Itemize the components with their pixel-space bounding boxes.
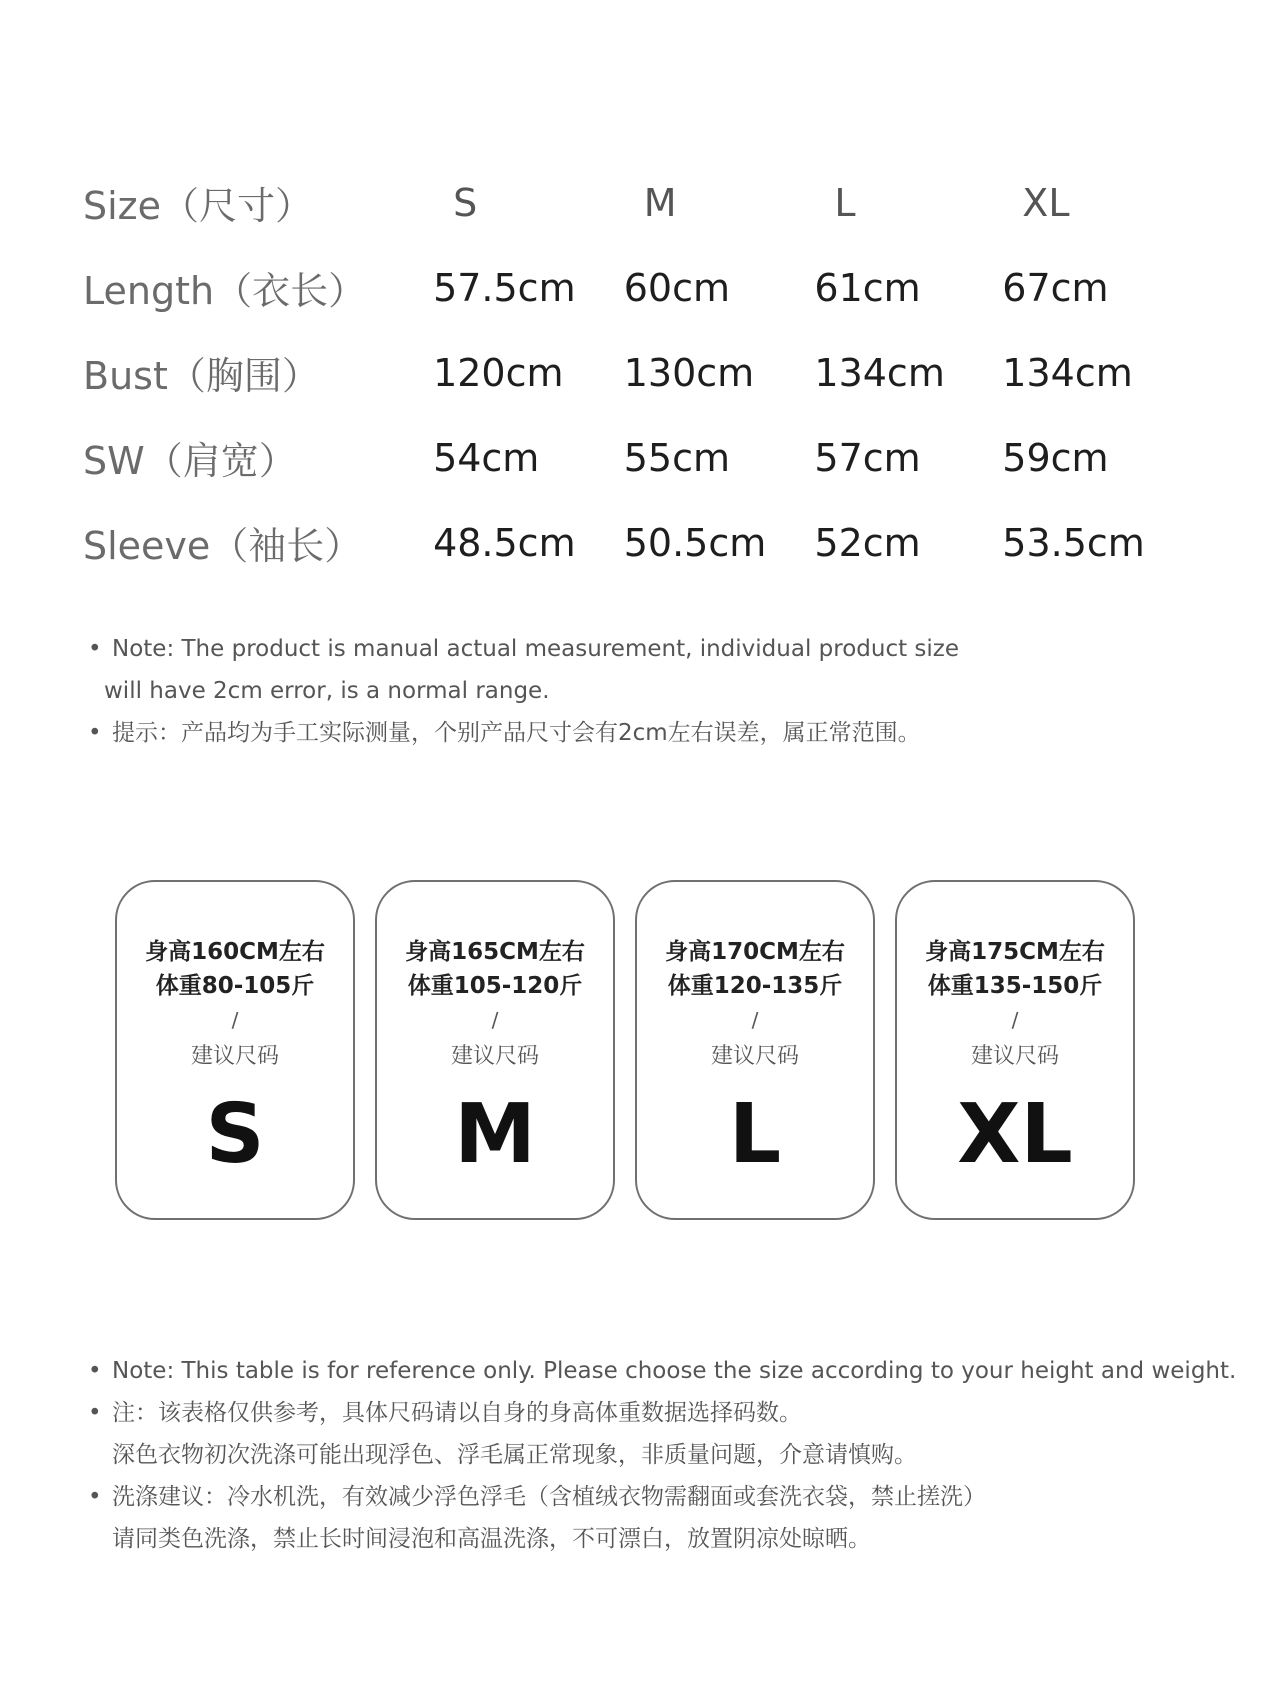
card-weight: 体重120-135斤 — [667, 973, 843, 999]
card-xl — [895, 880, 1135, 1220]
cell-value: 134cm — [814, 350, 945, 395]
cell-value: 55cm — [623, 435, 730, 480]
card-height: 身高165CM左右 — [405, 939, 585, 965]
cell-value: 59cm — [1002, 435, 1109, 480]
cell-value: 130cm — [623, 350, 755, 395]
wash-advice-item — [88, 1476, 1236, 1560]
cell-value: 57.5cm — [433, 265, 576, 310]
size-header-xl: XL — [1022, 180, 1070, 225]
row-label: Sleeve（袖长） — [83, 524, 363, 568]
reference-note-cn-line1: 注：该表格仅供参考，具体尺码请以自身的身高体重数据选择码数。 — [112, 1400, 802, 1426]
wash-advice-line1: 洗涤建议：冷水机洗，有效减少浮色浮毛（含植绒衣物需翻面或套洗衣袋，禁止搓洗） — [112, 1484, 986, 1510]
reference-note-en-item — [88, 1350, 1236, 1392]
wash-advice-line2: 请同类色洗涤，禁止长时间浸泡和高温洗涤，不可漂白，放置阴凉处晾晒。 — [112, 1526, 871, 1552]
cell-value: 48.5cm — [433, 520, 576, 565]
size-header-s: S — [453, 180, 478, 225]
card-height: 身高170CM左右 — [665, 939, 845, 965]
card-s — [115, 880, 355, 1220]
card-height: 身高160CM左右 — [145, 939, 325, 965]
sleeve-row — [83, 500, 1193, 585]
reference-note-cn-item — [88, 1392, 1236, 1476]
card-suggest-label: 建议尺码 — [450, 1044, 539, 1069]
note-en-line1: Note: The product is manual actual measurement, individual product size — [112, 636, 960, 662]
size-header-l: L — [834, 180, 856, 225]
cell-value: 53.5cm — [1002, 520, 1145, 565]
card-slash: / — [751, 1008, 759, 1032]
size-recommendation-cards — [115, 880, 1145, 1225]
note-en-item — [88, 628, 959, 712]
length-row — [83, 245, 1193, 330]
card-weight: 体重135-150斤 — [927, 973, 1103, 999]
note-en-line2: will have 2cm error, is a normal range. — [104, 678, 550, 704]
reference-note-cn-line2: 深色衣物初次洗涤可能出现浮色、浮毛属正常现象，非质量问题，介意请慎购。 — [112, 1442, 917, 1468]
card-suggest-label: 建议尺码 — [190, 1044, 279, 1069]
size-header-m: M — [643, 180, 677, 225]
shoulder-width-row — [83, 415, 1193, 500]
card-m — [375, 880, 615, 1220]
row-label: Length（衣长） — [83, 269, 367, 313]
card-weight: 体重80-105斤 — [155, 973, 315, 999]
cell-value: 60cm — [623, 265, 730, 310]
size-header-label: Size（尺寸） — [83, 184, 314, 228]
cell-value: 50.5cm — [623, 520, 767, 565]
card-suggest-label: 建议尺码 — [710, 1044, 799, 1069]
size-header-row — [83, 160, 1193, 245]
cell-value: 120cm — [433, 350, 564, 395]
card-size-letter: XL — [957, 1087, 1073, 1182]
card-slash: / — [231, 1008, 239, 1032]
cell-value: 61cm — [814, 265, 921, 310]
cell-value: 134cm — [1002, 350, 1133, 395]
card-height: 身高175CM左右 — [925, 939, 1105, 965]
card-size-letter: S — [205, 1087, 265, 1182]
measurement-notes — [88, 628, 959, 754]
card-slash: / — [491, 1008, 499, 1032]
card-slash: / — [1011, 1008, 1019, 1032]
card-l — [635, 880, 875, 1220]
size-table — [83, 160, 1193, 585]
card-weight: 体重105-120斤 — [407, 973, 583, 999]
row-label: SW（肩宽） — [83, 439, 297, 483]
card-size-letter: L — [728, 1087, 782, 1182]
cell-value: 54cm — [433, 435, 540, 480]
note-cn-item — [88, 712, 959, 754]
cell-value: 52cm — [814, 520, 921, 565]
reference-notes — [88, 1350, 1236, 1560]
note-cn: 提示：产品均为手工实际测量，个别产品尺寸会有2cm左右误差，属正常范围。 — [112, 720, 921, 746]
cell-value: 67cm — [1002, 265, 1109, 310]
row-label: Bust（胸围） — [83, 354, 320, 398]
card-suggest-label: 建议尺码 — [970, 1044, 1059, 1069]
reference-note-en: Note: This table is for reference only. Please choose the size according to your height and weight. — [112, 1358, 1237, 1384]
card-size-letter: M — [454, 1087, 536, 1182]
cell-value: 57cm — [814, 435, 921, 480]
bust-row — [83, 330, 1193, 415]
